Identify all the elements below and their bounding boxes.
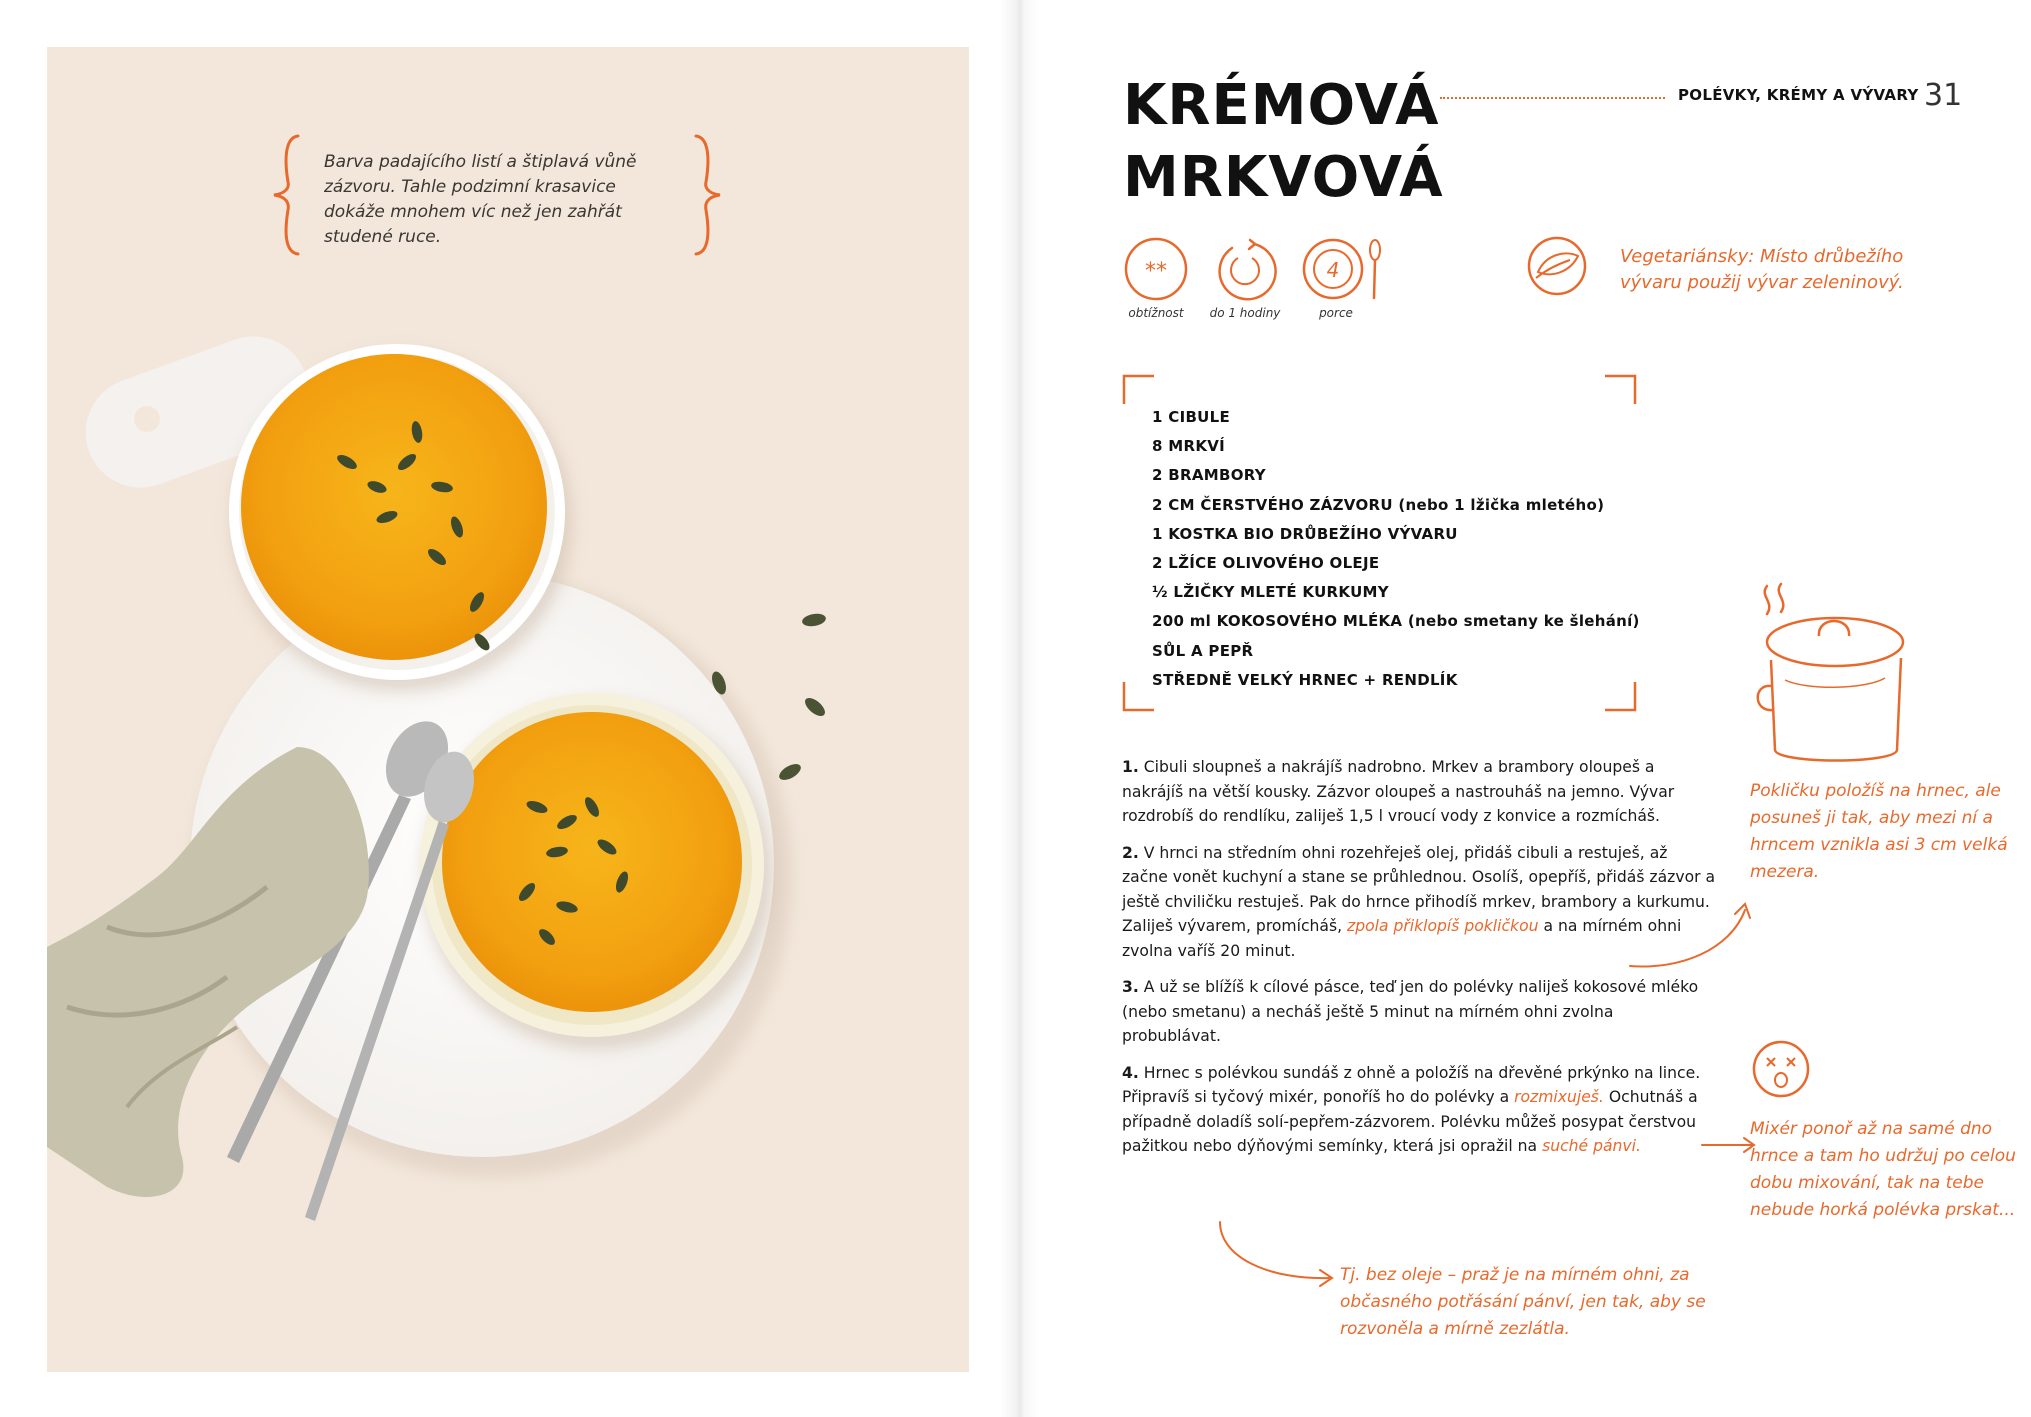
step-number: 4. [1122,1063,1139,1082]
portions-symbol: 4 [1326,258,1340,282]
right-brace-icon [686,130,726,260]
page-title [1123,70,1444,214]
ingredient-item: 1 KOSTKA BIO DRŮBEŽÍHO VÝVARU [1152,524,1458,543]
step-number: 2. [1122,843,1139,862]
step-text: A už se blížíš k cílové pásce, teď jen do polévky naliješ kokosové mléko (nebo smetanu) a necháš ještě 5 minut na mírném ohni zvolna probublávat. [1122,978,1699,1045]
step-4 [1122,1061,1716,1159]
section-name: POLÉVKY, KRÉMY A VÝVARY [1678,86,1919,104]
section-dotted-rule [1440,97,1665,99]
pan-note: Tj. bez oleje – praž je na mírném ohni, za občasného potřásání pánví, jen tak, aby se rozvoněla a mírně zezlátla. [1340,1265,1706,1339]
difficulty-symbol: ** [1145,259,1167,284]
step-text: V hrnci na středním ohni rozehřeješ olej, přidáš cibuli a restuješ, až začne vonět kuchyní a stane se průhlednou. Osolíš, opepříš, přidáš zázvor a ještě chviličku restuješ. Pak do hrnce přihodíš mrkev, brambory a kurkumu. Zaliješ vývarem, promícháš, [1122,843,1716,935]
step-number: 3. [1122,978,1139,996]
step-text: Cibuli sloupneš a nakrájíš nadrobno. Mrkev a brambory oloupeš a nakrájíš na větší kousky. Zázvor oloupeš a nastrouháš na jemno. Vývar rozdrobíš do rendlíku, zaliješ 1,5 l vroucí vody z konvice a rozmícháš. [1122,758,1675,825]
page-gutter [1000,0,1040,1417]
ingredients-list [1152,403,1640,695]
ingredient-item: 2 LŽÍCE OLIVOVÉHO OLEJE [1152,554,1380,573]
ingredient-item: SŮL A PEPŘ [1152,641,1254,660]
clock-icon [1212,236,1278,302]
step-text: Hrnec s polévkou sundáš z ohně a položíš na dřevěné prkýnko na lince. Připravíš si tyčový mixér, ponoříš ho do polévky a [1122,1063,1701,1106]
ingredient-item: 8 MRKVÍ [1152,437,1226,456]
ingredient-item: 1 CIBULE [1152,408,1231,426]
leaf-icon [1524,236,1594,296]
mixer-note: Mixér ponoř až na samé dno hrnce a tam ho udržuj po celou dobu mixování, tak na tebe nebude horká polévka prskat... [1750,1119,2016,1220]
step-number: 1. [1122,758,1139,776]
vegetarian-note: Vegetariánsky: Místo drůbežího vývaru použij vývar zeleninový. [1620,246,1904,293]
step-highlight: rozmixuješ. [1514,1088,1604,1106]
quote-text: Barva padajícího listí a štiplavá vůně zázvoru. Tahle podzimní krasavice dokáže mnohem víc než jen zahřát studené ruce. [324,152,637,247]
meta-label-difficulty: obtížnost [1128,306,1184,320]
ingredient-item: STŘEDNĚ VELKÝ HRNEC + RENDLÍK [1152,670,1458,689]
title-line-1: KRÉMOVÁ [1123,73,1440,138]
step-highlight: zpola přiklopíš pokličkou [1347,917,1539,935]
ingredient-item: 200 ml KOKOSOVÉHO MLÉKA (nebo smetany ke šlehání) [1152,612,1640,631]
arrow-to-pan-note-icon [1210,1218,1340,1293]
difficulty-icon [1123,236,1189,302]
left-brace-icon [268,130,308,260]
plate-icon [1302,236,1386,302]
ingredient-item: 2 CM ČERSTVÉHO ZÁZVORU (nebo 1 lžička mletého) [1152,495,1605,514]
step-3 [1122,975,1716,1049]
step-text: Ochutnáš a případně doladíš solí-pepřem-zázvorem. Polévku můžeš posypat čerstvou pažitkou nebo dýňovými semínky, která jsi opražil na [1122,1088,1698,1155]
step-highlight: suché pánvi. [1542,1137,1641,1155]
meta-label-portions: porce [1319,306,1353,320]
meta-label-time: do 1 hodiny [1209,306,1281,320]
pot-icon [1745,580,1915,780]
step-text: a na mírném ohni zvolna vaříš 20 minut. [1122,917,1682,960]
dizzy-face-icon [1750,1038,1812,1100]
arrow-to-lid-note-icon [1620,900,1760,980]
page-number: 31 [1924,78,1963,113]
ingredient-item: 2 BRAMBORY [1152,466,1266,485]
lid-note: Pokličku položíš na hrnec, ale posuneš ji tak, aby mezi ní a hrncem vznikla asi 3 cm velká mezera. [1750,781,2008,882]
ingredient-item: ½ LŽIČKY MLETÉ KURKUMY [1152,583,1389,602]
step-1 [1122,755,1716,829]
title-line-2: MRKVOVÁ [1123,145,1444,210]
